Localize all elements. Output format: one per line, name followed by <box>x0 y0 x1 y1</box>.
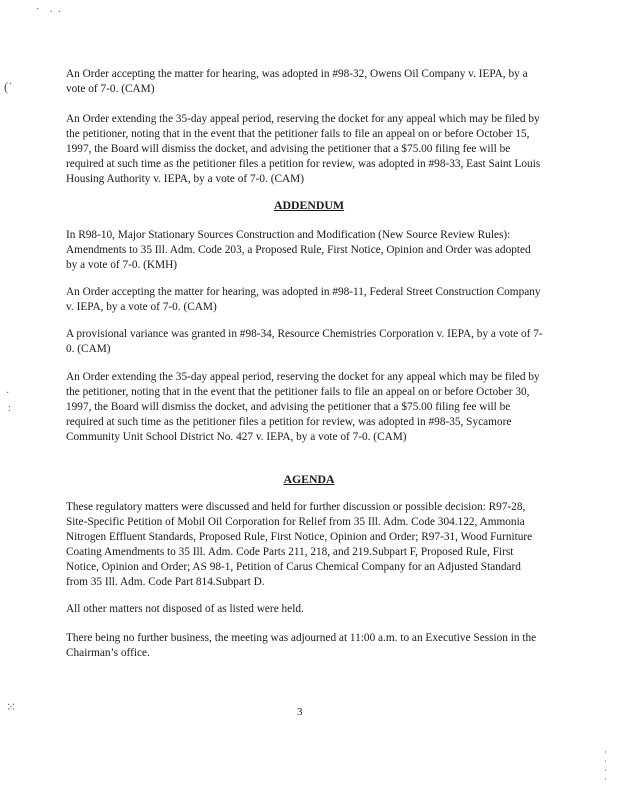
scan-speck-top-left: ˙ · · <box>36 7 61 18</box>
agenda-heading: AGENDA <box>283 472 335 486</box>
paragraph-r98-10 <box>66 228 544 273</box>
paragraph-variance-98-34 <box>66 327 544 357</box>
paragraph-text: There being no further business, the meeting was adjourned at 11:00 a.m. to an Executive Session in the Chairman’s office. <box>66 632 537 659</box>
scan-speck-bottom-right: · · · · <box>604 747 607 784</box>
paragraph-text: An Order extending the 35-day appeal period, reserving the docket for any appeal which may be filed by the petitioner, noting that in the event that the petitioner fails to file an appeal on or before October 15, 1997, the Board will dismiss the docket, and advising the petitioner that a $75.00 filing fee will be required at such time as the petitioner files a petition for review, was adopted in #98-33, East Saint Louis Housing Authority v. IEPA, by a vote of 7-0. (CAM) <box>66 113 541 185</box>
paragraph-regulatory-matters <box>66 500 544 590</box>
paragraph-other-matters <box>66 602 544 617</box>
paragraph-text: These regulatory matters were discussed and held for further discussion or possible decision: R97-28, Site-Specific Petition of Mobil Oil Corporation for Relief from 35 Ill. Adm. Code 304.122, Ammonia Nitrogen Effluent Standards, Proposed Rule, First Notice, Opinion and Order; R97-31, Wood Furniture Coating Amendments to 35 Ill. Adm. Code Parts 211, 218, and 219.Subpart F, Proposed Rule, First Notice, Opinion and Order; AS 98-1, Petition of Carus Chemical Company for an Adjusted Standard from 35 Ill. Adm. Code Part 814.Subpart D. <box>66 501 533 588</box>
scan-speck-left-3: : <box>8 403 11 414</box>
scan-speck-left-2: · <box>6 388 10 399</box>
addendum-heading: ADDENDUM <box>273 198 345 212</box>
paragraph-order-98-35 <box>66 370 544 445</box>
paragraph-order-98-32 <box>66 67 544 97</box>
paragraph-text: A provisional variance was granted in #98-34, Resource Chemistries Corporation v. IEPA, by a vote of 7-0. (CAM) <box>66 328 543 355</box>
paragraph-order-98-33 <box>66 112 544 187</box>
paragraph-text: An Order accepting the matter for hearing, was adopted in #98-11, Federal Street Construction Company v. IEPA, by a vote of 7-0. (CAM) <box>66 286 541 313</box>
paragraph-adjournment <box>66 631 544 661</box>
paragraph-text: An Order extending the 35-day appeal period, reserving the docket for any appeal which may be filed by the petitioner, noting that in the event that the petitioner fails to file an appeal on or before October 30, 1997, the Board will dismiss the docket, and advising the petitioner that a $75.00 filing fee will be required at such time as the petitioner files a petition for review, was adopted in #98-35, Sycamore Community Unit School District No. 427 v. IEPA, by a vote of 7-0. (CAM) <box>66 371 540 443</box>
page-number: 3 <box>297 706 303 718</box>
paragraph-text: All other matters not disposed of as listed were held. <box>66 603 304 615</box>
paragraph-text: In R98-10, Major Stationary Sources Construction and Modification (New Source Review Rules): Amendments to 35 Ill. Adm. Code 203, a Proposed Rule, First Notice, Opinion and Order was adopted by a vote of 7-0. (KMH) <box>66 229 531 271</box>
paragraph-order-98-11 <box>66 285 544 315</box>
scan-speck-bottom-left: ⁙ <box>6 700 17 714</box>
scan-speck-left-1: (˙ <box>4 79 13 94</box>
paragraph-text: An Order accepting the matter for hearing, was adopted in #98-32, Owens Oil Company v. IEPA, by a vote of 7-0. (CAM) <box>66 68 528 95</box>
